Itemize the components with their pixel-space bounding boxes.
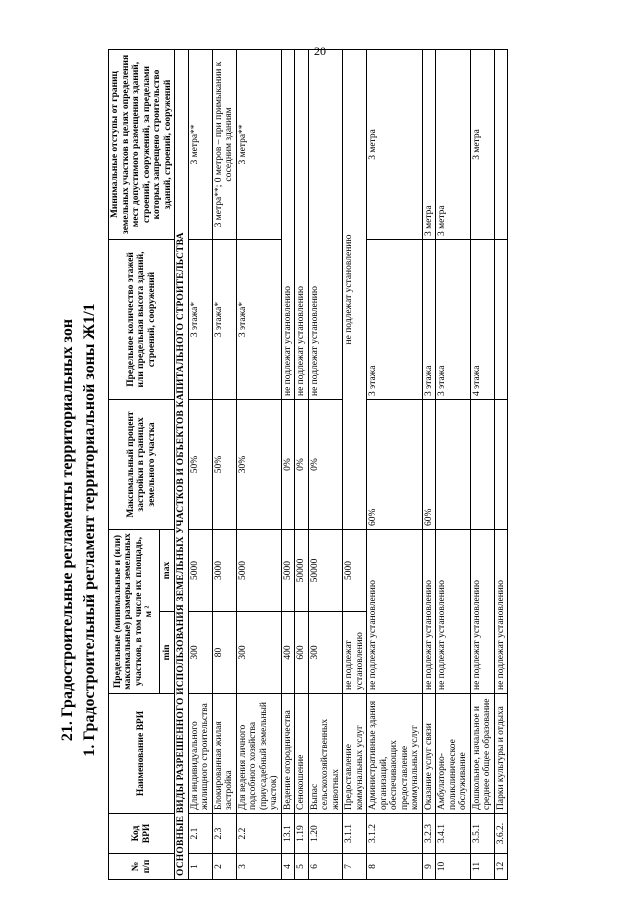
cell-floors: 3 этажа* — [188, 240, 212, 400]
page-subheading: 1. Градостроительный регламент территориальной зоны Ж1/1 — [81, 303, 98, 757]
cell-max: 50000 — [295, 530, 309, 612]
cell-minmax: не подлежат установлению — [494, 530, 508, 694]
table-row — [188, 50, 212, 880]
cell-percent: 50% — [212, 400, 236, 530]
cell-name: Административные здания организаций, обеспечивающих предоставление коммунальных услуг — [367, 694, 423, 814]
cell-offset: 3 метра — [436, 50, 471, 240]
cell-name: Дошкольное, начальное и среднее общее образование — [470, 694, 494, 814]
header-floors: Предельное количество этажей или предельная высота зданий, строений, сооружений — [109, 240, 175, 400]
table-row — [343, 50, 367, 880]
cell-percent: 0% — [308, 400, 343, 530]
cell-merged: не подлежат установлению — [295, 50, 309, 400]
cell-code: 3.1.2 — [367, 814, 423, 854]
cell-num: 4 — [281, 854, 295, 880]
cell-num: 12 — [494, 854, 508, 880]
cell-max: 3000 — [212, 530, 236, 612]
cell-offset: 3 метра** — [188, 50, 212, 240]
cell-percent: 0% — [281, 400, 295, 530]
cell-merged: не подлежат установлению — [281, 50, 295, 400]
cell-floors: 3 этажа — [436, 240, 471, 400]
cell-code: 1.20 — [308, 814, 343, 854]
header-offset: Минимальные отступы от границ земельных участков в целях определения мест допустимого размещения зданий, строений, сооружений, за пределами которых запрещено строительство зданий, строений, сооружений — [109, 50, 175, 240]
page-number: 20 — [314, 44, 326, 58]
cell-num: 8 — [367, 854, 423, 880]
cell-merged: не подлежат установлению — [343, 50, 367, 530]
header-row — [109, 50, 160, 880]
table-row — [212, 50, 236, 880]
cell-name: Амбулаторно-поликлиническое обслуживание — [436, 694, 471, 814]
cell-min: не подлежат установлению — [343, 612, 367, 694]
table-row — [367, 50, 423, 880]
cell-percent: 0% — [295, 400, 309, 530]
cell-percent: 60% — [367, 400, 423, 530]
cell-min: 300 — [308, 612, 343, 694]
table-row — [422, 50, 436, 880]
cell-offset — [494, 50, 508, 240]
section-row — [175, 50, 189, 880]
cell-max: 5000 — [343, 530, 367, 612]
cell-offset: 3 метра — [367, 50, 423, 240]
cell-min: 300 — [188, 612, 212, 694]
cell-min: 80 — [212, 612, 236, 694]
table-row — [436, 50, 471, 880]
cell-num: 10 — [436, 854, 471, 880]
cell-max: 5000 — [188, 530, 212, 612]
cell-minmax: не подлежат установлению — [422, 530, 436, 694]
cell-name: Ведение огородничества — [281, 694, 295, 814]
cell-floors: 4 этажа — [470, 240, 494, 400]
header-percent: Максимальный процент застройки в границах земельного участка — [109, 400, 175, 530]
cell-percent — [436, 400, 471, 530]
cell-code: 2.2 — [236, 814, 281, 854]
cell-code: 2.3 — [212, 814, 236, 854]
rotated-page — [58, 40, 618, 880]
cell-num: 1 — [188, 854, 212, 880]
cell-code: 3.1.1 — [343, 814, 367, 854]
cell-max: 5000 — [236, 530, 281, 612]
cell-percent — [470, 400, 494, 530]
cell-min: 300 — [236, 612, 281, 694]
cell-code: 3.2.3 — [422, 814, 436, 854]
cell-code: 2.1 — [188, 814, 212, 854]
cell-num: 5 — [295, 854, 309, 880]
cell-name: Блокированная жилая застройка — [212, 694, 236, 814]
cell-num: 2 — [212, 854, 236, 880]
table-row — [281, 50, 295, 880]
cell-percent: 30% — [236, 400, 281, 530]
header-name: Наименование ВРИ — [109, 694, 175, 814]
cell-floors: 3 этажа* — [236, 240, 281, 400]
table-row — [236, 50, 281, 880]
table-row — [470, 50, 494, 880]
regulation-table — [108, 49, 508, 880]
cell-offset: 3 метра**; 0 метров – при примыкании к соседним зданиям — [212, 50, 236, 240]
cell-num: 3 — [236, 854, 281, 880]
cell-num: 11 — [470, 854, 494, 880]
cell-name: Парки культуры и отдыха — [494, 694, 508, 814]
cell-offset: 3 метра** — [236, 50, 281, 240]
cell-minmax: не подлежат установлению — [367, 530, 423, 694]
section-title: ОСНОВНЫЕ ВИДЫ РАЗРЕШЕННОГО ИСПОЛЬЗОВАНИЯ ЗЕМЕЛЬНЫХ УЧАСТКОВ И ОБЪЕКТОВ КАПИТАЛЬНОГО СТРОИТЕЛЬСТВА — [175, 50, 189, 880]
cell-percent — [494, 400, 508, 530]
page-heading: 21. Градостроительные регламенты территориальных зон — [59, 318, 76, 742]
cell-offset: 3 метра — [470, 50, 494, 240]
cell-name: Сенокошение — [295, 694, 309, 814]
table-row — [308, 50, 343, 880]
header-max: max — [159, 530, 174, 612]
cell-minmax: не подлежат установлению — [470, 530, 494, 694]
header-size: Предельные (минимальные и (или) максимальные) размеры земельных участков, в том числе их площадь, м ² — [109, 530, 160, 694]
cell-name: Выпас сельскохозяйственных животных — [308, 694, 343, 814]
cell-floors: 3 этажа — [367, 240, 423, 400]
cell-name: Для индивидуального жилищного строительства — [188, 694, 212, 814]
cell-num: 6 — [308, 854, 343, 880]
cell-floors: 3 этажа — [422, 240, 436, 400]
cell-minmax: не подлежат установлению — [436, 530, 471, 694]
cell-offset: 3 метра — [422, 50, 436, 240]
header-code: Код ВРИ — [109, 814, 175, 854]
cell-floors — [494, 240, 508, 400]
cell-min: 400 — [281, 612, 295, 694]
cell-percent: 50% — [188, 400, 212, 530]
table-row — [295, 50, 309, 880]
cell-num: 9 — [422, 854, 436, 880]
cell-percent: 60% — [422, 400, 436, 530]
cell-num: 7 — [343, 854, 367, 880]
cell-max: 5000 — [281, 530, 295, 612]
cell-code: 1.19 — [295, 814, 309, 854]
cell-name: Предоставление коммунальных услуг — [343, 694, 367, 814]
table-row — [494, 50, 508, 880]
cell-merged: не подлежат установлению — [308, 50, 343, 400]
header-num: № п/п — [109, 854, 175, 880]
cell-code: 3.5.1 — [470, 814, 494, 854]
cell-floors: 3 этажа* — [212, 240, 236, 400]
cell-code: 13.1 — [281, 814, 295, 854]
cell-name: Оказание услуг связи — [422, 694, 436, 814]
cell-code: 3.6.2. — [494, 814, 508, 854]
cell-name: Для ведения личного подсобного хозяйства (приусадебный земельный участок) — [236, 694, 281, 814]
header-min: min — [159, 612, 174, 694]
cell-code: 3.4.1 — [436, 814, 471, 854]
cell-max: 50000 — [308, 530, 343, 612]
cell-min: 600 — [295, 612, 309, 694]
